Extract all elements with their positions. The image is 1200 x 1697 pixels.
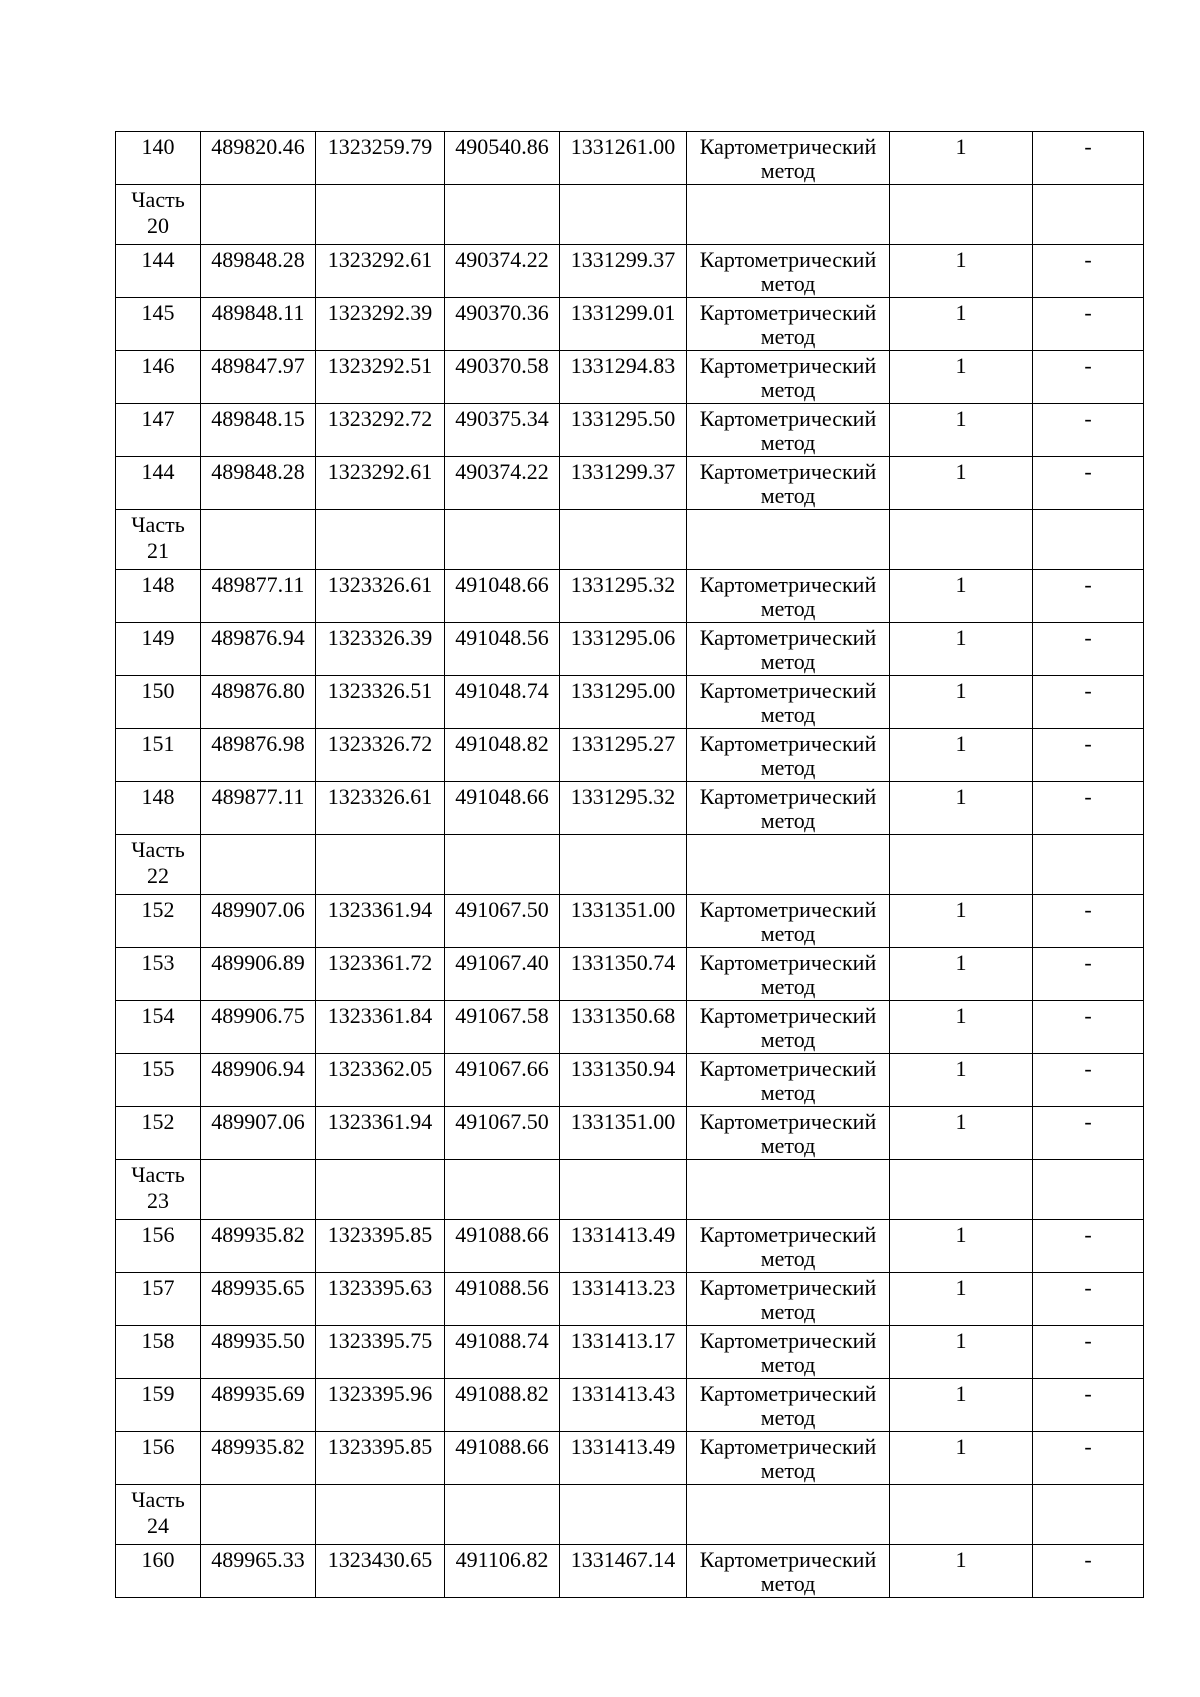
point-row <box>116 1054 1144 1107</box>
note-cell: - <box>1033 729 1144 782</box>
method-line: Картометрический <box>699 1381 877 1406</box>
point-number-cell: 140 <box>116 132 201 185</box>
point-number-cell: 157 <box>116 1273 201 1326</box>
point-row <box>116 570 1144 623</box>
part-header-row <box>116 185 1144 245</box>
method-line: метод <box>760 1080 816 1105</box>
point-row <box>116 676 1144 729</box>
y-new-cell: 1331413.49 <box>560 1220 687 1273</box>
note-cell: - <box>1033 895 1144 948</box>
point-number-cell: 148 <box>116 570 201 623</box>
method-line: метод <box>760 702 816 727</box>
method-cell <box>687 948 890 1001</box>
method-line: Картометрический <box>699 1275 877 1300</box>
point-number-cell: 155 <box>116 1054 201 1107</box>
empty-cell <box>890 510 1033 570</box>
method-line: метод <box>760 808 816 833</box>
part-label-line: 21 <box>147 538 169 563</box>
method-cell <box>687 729 890 782</box>
point-row <box>116 1432 1144 1485</box>
method-line: Картометрический <box>699 1434 877 1459</box>
y-existing-cell: 1323292.72 <box>316 404 445 457</box>
point-row <box>116 1273 1144 1326</box>
method-line: метод <box>760 1405 816 1430</box>
x-new-cell: 491048.56 <box>445 623 560 676</box>
method-line: метод <box>760 974 816 999</box>
part-label-line: Часть <box>131 1487 185 1512</box>
x-existing-cell: 489877.11 <box>201 782 316 835</box>
y-existing-cell: 1323326.39 <box>316 623 445 676</box>
x-existing-cell: 489935.69 <box>201 1379 316 1432</box>
method-line: метод <box>760 1352 816 1377</box>
y-new-cell: 1331295.32 <box>560 570 687 623</box>
y-existing-cell: 1323362.05 <box>316 1054 445 1107</box>
y-existing-cell: 1323326.61 <box>316 570 445 623</box>
accuracy-cell: 1 <box>890 782 1033 835</box>
note-cell: - <box>1033 1326 1144 1379</box>
note-cell: - <box>1033 1273 1144 1326</box>
x-new-cell: 490374.22 <box>445 245 560 298</box>
y-new-cell: 1331299.37 <box>560 245 687 298</box>
method-cell <box>687 1107 890 1160</box>
method-cell <box>687 245 890 298</box>
method-cell <box>687 1054 890 1107</box>
y-existing-cell: 1323326.61 <box>316 782 445 835</box>
point-number-cell: 147 <box>116 404 201 457</box>
x-existing-cell: 489906.89 <box>201 948 316 1001</box>
method-line: метод <box>760 755 816 780</box>
point-row <box>116 245 1144 298</box>
x-existing-cell: 489906.75 <box>201 1001 316 1054</box>
y-existing-cell: 1323361.72 <box>316 948 445 1001</box>
x-existing-cell: 489965.33 <box>201 1545 316 1598</box>
method-cell <box>687 782 890 835</box>
empty-cell <box>687 185 890 245</box>
empty-cell <box>1033 1485 1144 1545</box>
x-new-cell: 490374.22 <box>445 457 560 510</box>
empty-cell <box>316 510 445 570</box>
accuracy-cell: 1 <box>890 245 1033 298</box>
y-existing-cell: 1323326.72 <box>316 729 445 782</box>
point-number-cell: 145 <box>116 298 201 351</box>
empty-cell <box>687 510 890 570</box>
point-number-cell: 159 <box>116 1379 201 1432</box>
part-label-line: 22 <box>147 863 169 888</box>
empty-cell <box>890 185 1033 245</box>
note-cell: - <box>1033 404 1144 457</box>
note-cell: - <box>1033 1545 1144 1598</box>
x-existing-cell: 489935.50 <box>201 1326 316 1379</box>
point-number-cell: 146 <box>116 351 201 404</box>
y-existing-cell: 1323292.61 <box>316 245 445 298</box>
y-existing-cell: 1323395.96 <box>316 1379 445 1432</box>
note-cell: - <box>1033 457 1144 510</box>
method-line: Картометрический <box>699 1222 877 1247</box>
empty-cell <box>1033 1160 1144 1220</box>
x-existing-cell: 489935.82 <box>201 1432 316 1485</box>
method-line: Картометрический <box>699 406 877 431</box>
method-cell <box>687 457 890 510</box>
x-existing-cell: 489907.06 <box>201 895 316 948</box>
accuracy-cell: 1 <box>890 132 1033 185</box>
point-row <box>116 623 1144 676</box>
method-line: метод <box>760 483 816 508</box>
x-new-cell: 491067.40 <box>445 948 560 1001</box>
x-new-cell: 491106.82 <box>445 1545 560 1598</box>
y-new-cell: 1331294.83 <box>560 351 687 404</box>
point-number-cell: 151 <box>116 729 201 782</box>
empty-cell <box>445 510 560 570</box>
empty-cell <box>890 835 1033 895</box>
point-number-cell: 152 <box>116 895 201 948</box>
accuracy-cell: 1 <box>890 351 1033 404</box>
method-line: метод <box>760 921 816 946</box>
method-line: Картометрический <box>699 572 877 597</box>
x-existing-cell: 489876.80 <box>201 676 316 729</box>
method-line: Картометрический <box>699 247 877 272</box>
accuracy-cell: 1 <box>890 1107 1033 1160</box>
x-new-cell: 490375.34 <box>445 404 560 457</box>
method-line: метод <box>760 1133 816 1158</box>
method-line: метод <box>760 1246 816 1271</box>
method-line: Картометрический <box>699 353 877 378</box>
method-cell <box>687 298 890 351</box>
method-line: метод <box>760 158 816 183</box>
method-line: Картометрический <box>699 1109 877 1134</box>
point-number-cell: 152 <box>116 1107 201 1160</box>
method-cell <box>687 570 890 623</box>
y-existing-cell: 1323395.63 <box>316 1273 445 1326</box>
method-line: метод <box>760 1458 816 1483</box>
x-new-cell: 491088.56 <box>445 1273 560 1326</box>
y-existing-cell: 1323430.65 <box>316 1545 445 1598</box>
part-header-row <box>116 1160 1144 1220</box>
point-row <box>116 1220 1144 1273</box>
empty-cell <box>445 1160 560 1220</box>
point-row <box>116 782 1144 835</box>
method-cell <box>687 1545 890 1598</box>
x-new-cell: 491088.74 <box>445 1326 560 1379</box>
method-cell <box>687 351 890 404</box>
point-number-cell: 154 <box>116 1001 201 1054</box>
empty-cell <box>687 1160 890 1220</box>
x-new-cell: 491067.58 <box>445 1001 560 1054</box>
empty-cell <box>890 1485 1033 1545</box>
empty-cell <box>316 1160 445 1220</box>
point-row <box>116 457 1144 510</box>
x-new-cell: 491088.82 <box>445 1379 560 1432</box>
part-label-cell <box>116 510 201 570</box>
method-line: Картометрический <box>699 134 877 159</box>
part-label-line: 24 <box>147 1513 169 1538</box>
x-new-cell: 491088.66 <box>445 1432 560 1485</box>
point-row <box>116 895 1144 948</box>
point-number-cell: 148 <box>116 782 201 835</box>
part-label-cell <box>116 1160 201 1220</box>
x-existing-cell: 489935.65 <box>201 1273 316 1326</box>
y-new-cell: 1331350.74 <box>560 948 687 1001</box>
x-new-cell: 491067.50 <box>445 1107 560 1160</box>
empty-cell <box>445 1485 560 1545</box>
method-line: метод <box>760 649 816 674</box>
x-existing-cell: 489848.11 <box>201 298 316 351</box>
table-body <box>116 132 1144 1598</box>
accuracy-cell: 1 <box>890 1545 1033 1598</box>
point-number-cell: 144 <box>116 245 201 298</box>
y-new-cell: 1331413.49 <box>560 1432 687 1485</box>
method-cell <box>687 132 890 185</box>
empty-cell <box>560 1485 687 1545</box>
x-new-cell: 491067.50 <box>445 895 560 948</box>
note-cell: - <box>1033 623 1144 676</box>
y-existing-cell: 1323395.75 <box>316 1326 445 1379</box>
empty-cell <box>316 185 445 245</box>
point-row <box>116 1001 1144 1054</box>
point-row <box>116 1107 1144 1160</box>
method-line: Картометрический <box>699 1328 877 1353</box>
point-number-cell: 156 <box>116 1432 201 1485</box>
point-row <box>116 132 1144 185</box>
y-new-cell: 1331467.14 <box>560 1545 687 1598</box>
accuracy-cell: 1 <box>890 570 1033 623</box>
x-new-cell: 490370.36 <box>445 298 560 351</box>
empty-cell <box>316 835 445 895</box>
method-cell <box>687 1326 890 1379</box>
method-line: Картометрический <box>699 625 877 650</box>
part-header-row <box>116 1485 1144 1545</box>
point-row <box>116 351 1144 404</box>
method-cell <box>687 1001 890 1054</box>
method-cell <box>687 1379 890 1432</box>
part-label-line: Часть <box>131 187 185 212</box>
note-cell: - <box>1033 1220 1144 1273</box>
y-new-cell: 1331299.37 <box>560 457 687 510</box>
y-existing-cell: 1323292.61 <box>316 457 445 510</box>
x-new-cell: 490540.86 <box>445 132 560 185</box>
note-cell: - <box>1033 132 1144 185</box>
y-new-cell: 1331350.68 <box>560 1001 687 1054</box>
empty-cell <box>201 1485 316 1545</box>
coordinates-table <box>115 131 1144 1598</box>
method-cell <box>687 676 890 729</box>
y-new-cell: 1331295.06 <box>560 623 687 676</box>
accuracy-cell: 1 <box>890 1273 1033 1326</box>
x-existing-cell: 489848.28 <box>201 245 316 298</box>
x-existing-cell: 489820.46 <box>201 132 316 185</box>
point-number-cell: 144 <box>116 457 201 510</box>
accuracy-cell: 1 <box>890 1054 1033 1107</box>
method-line: метод <box>760 1027 816 1052</box>
note-cell: - <box>1033 948 1144 1001</box>
method-line: метод <box>760 1299 816 1324</box>
empty-cell <box>560 510 687 570</box>
part-label-line: Часть <box>131 837 185 862</box>
y-existing-cell: 1323361.84 <box>316 1001 445 1054</box>
x-new-cell: 491048.82 <box>445 729 560 782</box>
empty-cell <box>201 835 316 895</box>
method-line: метод <box>760 596 816 621</box>
method-line: метод <box>760 271 816 296</box>
empty-cell <box>316 1485 445 1545</box>
method-cell <box>687 404 890 457</box>
y-new-cell: 1331351.00 <box>560 1107 687 1160</box>
point-number-cell: 156 <box>116 1220 201 1273</box>
y-new-cell: 1331413.23 <box>560 1273 687 1326</box>
empty-cell <box>1033 835 1144 895</box>
part-label-cell <box>116 835 201 895</box>
point-row <box>116 1326 1144 1379</box>
point-number-cell: 160 <box>116 1545 201 1598</box>
empty-cell <box>445 835 560 895</box>
point-row <box>116 1379 1144 1432</box>
y-new-cell: 1331295.00 <box>560 676 687 729</box>
method-line: Картометрический <box>699 950 877 975</box>
method-line: Картометрический <box>699 731 877 756</box>
method-line: Картометрический <box>699 1003 877 1028</box>
part-label-cell <box>116 1485 201 1545</box>
point-row <box>116 1545 1144 1598</box>
note-cell: - <box>1033 245 1144 298</box>
method-line: Картометрический <box>699 1056 877 1081</box>
method-line: Картометрический <box>699 300 877 325</box>
y-existing-cell: 1323259.79 <box>316 132 445 185</box>
accuracy-cell: 1 <box>890 676 1033 729</box>
note-cell: - <box>1033 1107 1144 1160</box>
note-cell: - <box>1033 351 1144 404</box>
method-cell <box>687 1273 890 1326</box>
x-existing-cell: 489877.11 <box>201 570 316 623</box>
empty-cell <box>445 185 560 245</box>
method-cell <box>687 623 890 676</box>
method-line: метод <box>760 430 816 455</box>
point-row <box>116 404 1144 457</box>
note-cell: - <box>1033 1432 1144 1485</box>
empty-cell <box>560 185 687 245</box>
accuracy-cell: 1 <box>890 404 1033 457</box>
part-label-line: 23 <box>147 1188 169 1213</box>
empty-cell <box>890 1160 1033 1220</box>
y-new-cell: 1331413.43 <box>560 1379 687 1432</box>
empty-cell <box>687 835 890 895</box>
point-number-cell: 158 <box>116 1326 201 1379</box>
empty-cell <box>201 185 316 245</box>
part-header-row <box>116 510 1144 570</box>
x-existing-cell: 489935.82 <box>201 1220 316 1273</box>
method-cell <box>687 1432 890 1485</box>
part-header-row <box>116 835 1144 895</box>
empty-cell <box>1033 185 1144 245</box>
y-existing-cell: 1323361.94 <box>316 895 445 948</box>
method-line: Картометрический <box>699 459 877 484</box>
y-new-cell: 1331295.32 <box>560 782 687 835</box>
note-cell: - <box>1033 1379 1144 1432</box>
method-cell <box>687 895 890 948</box>
note-cell: - <box>1033 782 1144 835</box>
part-label-line: 20 <box>147 213 169 238</box>
y-new-cell: 1331413.17 <box>560 1326 687 1379</box>
y-new-cell: 1331261.00 <box>560 132 687 185</box>
accuracy-cell: 1 <box>890 948 1033 1001</box>
method-line: Картометрический <box>699 784 877 809</box>
method-line: Картометрический <box>699 678 877 703</box>
x-existing-cell: 489907.06 <box>201 1107 316 1160</box>
y-existing-cell: 1323292.39 <box>316 298 445 351</box>
accuracy-cell: 1 <box>890 1432 1033 1485</box>
empty-cell <box>201 1160 316 1220</box>
empty-cell <box>560 835 687 895</box>
y-new-cell: 1331350.94 <box>560 1054 687 1107</box>
x-existing-cell: 489906.94 <box>201 1054 316 1107</box>
note-cell: - <box>1033 298 1144 351</box>
method-line: метод <box>760 377 816 402</box>
point-row <box>116 298 1144 351</box>
y-existing-cell: 1323395.85 <box>316 1220 445 1273</box>
note-cell: - <box>1033 570 1144 623</box>
part-label-line: Часть <box>131 512 185 537</box>
note-cell: - <box>1033 1054 1144 1107</box>
y-new-cell: 1331295.27 <box>560 729 687 782</box>
accuracy-cell: 1 <box>890 1220 1033 1273</box>
point-number-cell: 150 <box>116 676 201 729</box>
x-existing-cell: 489847.97 <box>201 351 316 404</box>
method-cell <box>687 1220 890 1273</box>
x-new-cell: 491048.74 <box>445 676 560 729</box>
y-new-cell: 1331295.50 <box>560 404 687 457</box>
note-cell: - <box>1033 676 1144 729</box>
x-new-cell: 491048.66 <box>445 782 560 835</box>
y-new-cell: 1331351.00 <box>560 895 687 948</box>
x-existing-cell: 489848.28 <box>201 457 316 510</box>
point-number-cell: 149 <box>116 623 201 676</box>
empty-cell <box>687 1485 890 1545</box>
x-existing-cell: 489876.94 <box>201 623 316 676</box>
y-existing-cell: 1323292.51 <box>316 351 445 404</box>
empty-cell <box>1033 510 1144 570</box>
accuracy-cell: 1 <box>890 895 1033 948</box>
x-existing-cell: 489848.15 <box>201 404 316 457</box>
accuracy-cell: 1 <box>890 1001 1033 1054</box>
method-line: метод <box>760 1571 816 1596</box>
x-new-cell: 491088.66 <box>445 1220 560 1273</box>
accuracy-cell: 1 <box>890 1379 1033 1432</box>
x-existing-cell: 489876.98 <box>201 729 316 782</box>
method-line: метод <box>760 324 816 349</box>
accuracy-cell: 1 <box>890 623 1033 676</box>
point-row <box>116 729 1144 782</box>
accuracy-cell: 1 <box>890 298 1033 351</box>
point-number-cell: 153 <box>116 948 201 1001</box>
empty-cell <box>560 1160 687 1220</box>
method-line: Картометрический <box>699 897 877 922</box>
point-row <box>116 948 1144 1001</box>
part-label-line: Часть <box>131 1162 185 1187</box>
accuracy-cell: 1 <box>890 729 1033 782</box>
empty-cell <box>201 510 316 570</box>
part-label-cell <box>116 185 201 245</box>
y-existing-cell: 1323361.94 <box>316 1107 445 1160</box>
y-existing-cell: 1323326.51 <box>316 676 445 729</box>
accuracy-cell: 1 <box>890 1326 1033 1379</box>
y-new-cell: 1331299.01 <box>560 298 687 351</box>
x-new-cell: 491048.66 <box>445 570 560 623</box>
accuracy-cell: 1 <box>890 457 1033 510</box>
x-new-cell: 490370.58 <box>445 351 560 404</box>
note-cell: - <box>1033 1001 1144 1054</box>
method-line: Картометрический <box>699 1547 877 1572</box>
y-existing-cell: 1323395.85 <box>316 1432 445 1485</box>
x-new-cell: 491067.66 <box>445 1054 560 1107</box>
